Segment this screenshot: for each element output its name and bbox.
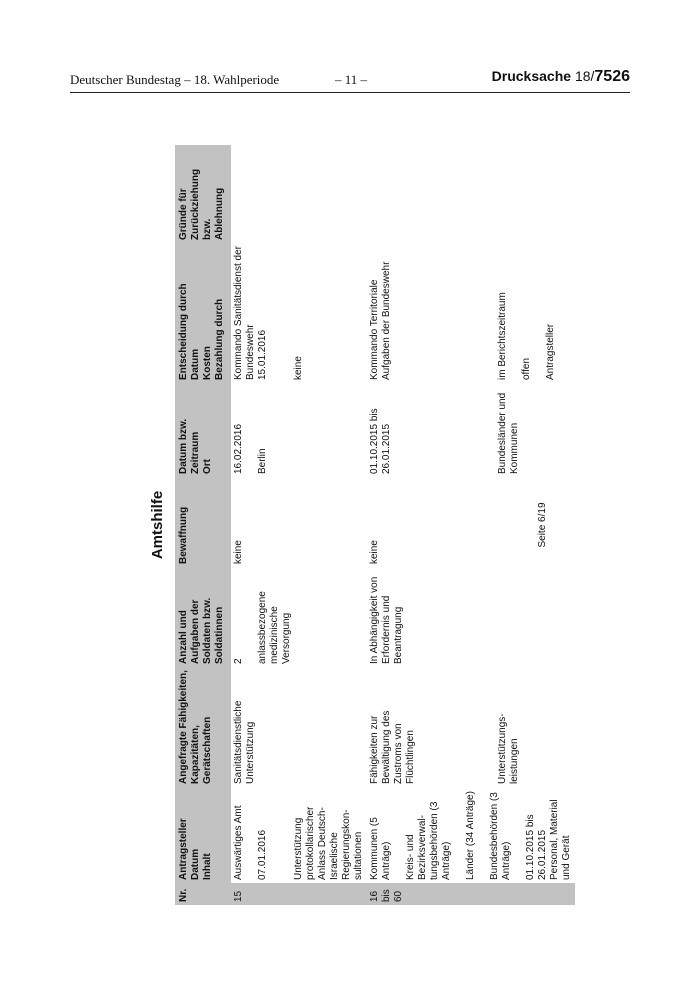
- column-header: Entscheidung durch Datum Kosten Bezahlung durch: [175, 243, 231, 383]
- cell-bewaffnung: keine: [369, 540, 380, 564]
- cell-antragsteller: Auswärtiges Amt 07.01.2016 Unterstützung protokollarischer Anlass Deutsch-Israelische Regierungskon-sultationen: [233, 805, 364, 880]
- document-label: Drucksache: [491, 68, 572, 84]
- cell-gruende: [231, 145, 367, 243]
- page-number: – 11 –: [335, 72, 368, 87]
- cell-datum: 16.02.2016 Berlin: [233, 423, 268, 474]
- rotated-table-page: [145, 145, 572, 905]
- parliament-label: Deutscher Bundestag – 18. Wahlperiode: [70, 72, 280, 87]
- cell-entscheidung: Kommando Sanitätsdienst der Bundeswehr 15.01.2016 keine: [233, 246, 304, 380]
- row-number: 16 bis 60: [367, 883, 575, 905]
- document-number-value: 7526: [594, 68, 630, 85]
- cell-antragsteller: Kommunen (5 Anträge) Kreis- und Bezirksverwal-tungsbehörden (3 Anträge) Länder (34 Anträge) Bundesbehörden (3 Anträge) 01.10.2015 bis 26.01.2015 Personal, Material und Gerät: [369, 791, 572, 880]
- cell-faehigkeiten: Fähigkeiten zur Bewältigung des Zustroms von Flüchtlingen Unterstützungs-leistungen: [369, 710, 520, 784]
- table-row: [231, 145, 367, 905]
- table-header-row: [175, 145, 231, 905]
- page-footer: Seite 6/19: [537, 502, 548, 548]
- cell-anzahl: In Abhängigkeit von Erfordernis und Beantragung: [369, 576, 404, 664]
- cell-anzahl: 2 anlassbezogene medizinische Versorgung: [233, 591, 292, 664]
- column-header: Anzahl und Aufgaben der Soldaten bzw. Soldatinnen: [175, 567, 231, 667]
- column-header: Angefragte Fähigkeiten, Kapazitäten, Gerätschaften: [175, 667, 231, 787]
- document-number: [492, 68, 630, 86]
- page-header: [70, 68, 630, 93]
- document-number-prefix: 18/: [574, 68, 595, 84]
- column-header: Gründe für Zurückziehung bzw. Ablehnung: [175, 145, 231, 243]
- column-header: Bewaffnung: [175, 477, 231, 567]
- cell-bewaffnung: keine: [233, 540, 244, 564]
- amtshilfe-table: [175, 145, 575, 905]
- section-title: Amtshilfe: [149, 490, 166, 560]
- cell-entscheidung: Kommando Territoriale Aufgaben der Bundeswehr im Berichtszeitraum offen Antragsteller: [369, 261, 556, 380]
- column-header: Antragsteller Datum Inhalt: [175, 787, 231, 883]
- column-header: Nr.: [175, 883, 231, 905]
- column-header: Datum bzw. Zeitraum Ort: [175, 383, 231, 477]
- cell-datum: 01.10.2015 bis 26.01.2015 Bundesländer und Kommunen: [369, 392, 520, 474]
- cell-faehigkeiten: Sanitätsdienstliche Unterstützung: [233, 700, 256, 784]
- row-number: 15: [231, 883, 367, 905]
